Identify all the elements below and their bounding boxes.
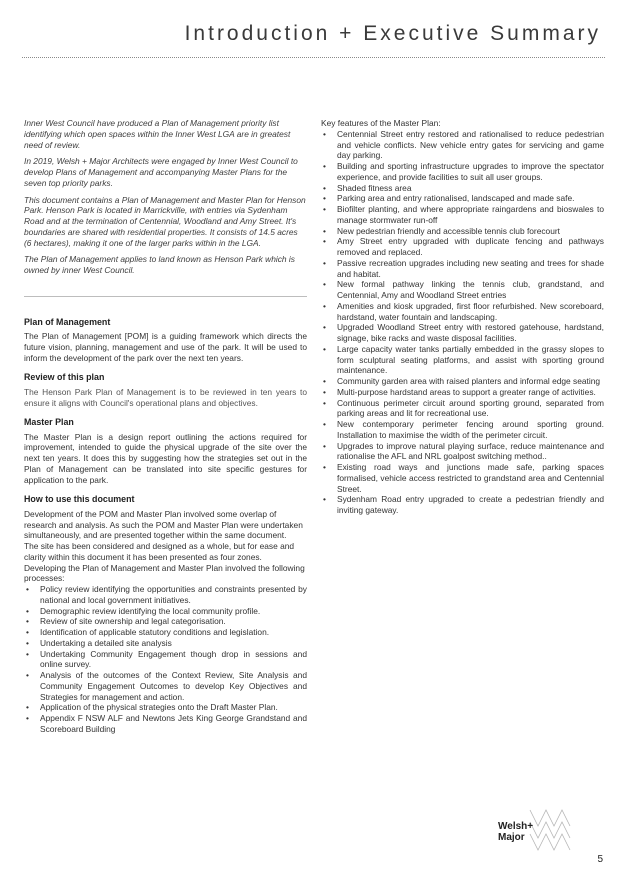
list-item: • New formal pathway linking the tennis club, grandstand, and Centennial, Amy and Woodland Street entries (321, 279, 604, 301)
list-item: • Identification of applicable statutory conditions and legislation. (24, 627, 307, 638)
list-item: • Appendix F NSW ALF and Newtons Jets King George Grandstand and Scoreboard Building (24, 713, 307, 735)
intro-paragraph: In 2019, Welsh + Major Architects were engaged by Inner West Council to develop Plans of Management and accompanying Master Plans for the seven top priority parks. (24, 156, 298, 188)
list-item: • New pedestrian friendly and accessible tennis club forecourt (321, 226, 604, 237)
key-features-heading: Key features of the Master Plan: (321, 118, 441, 128)
process-list (24, 584, 307, 735)
page-number: 5 (597, 854, 603, 865)
right-column (321, 118, 604, 516)
list-item: • Undertaking a detailed site analysis (24, 638, 307, 649)
how-to-use-text: Development of the POM and Master Plan involved some overlap of research and analysis. As such the POM and Master Plan were undertaken simultaneously, and are presented together within the same document. (24, 508, 303, 541)
left-column (24, 118, 307, 735)
master-plan-heading: Master Plan (24, 417, 74, 428)
intro-paragraph: The Plan of Management applies to land known as Henson Park which is owned by inner West Council. (24, 254, 295, 275)
list-item: • Analysis of the outcomes of the Context Review, Site Analysis and Community Engagement Outcomes to develop Key Objectives and Strategies for management and action. (24, 670, 307, 702)
logo-mark-icon (528, 806, 574, 854)
logo-text (498, 822, 533, 843)
welsh-major-logo (498, 806, 572, 854)
list-item: • Biofilter planting, and where appropriate raingardens and bioswales to manage stormwater run-off (321, 204, 604, 226)
list-item: • Amy Street entry upgraded with duplicate fencing and pathways removed and replaced. (321, 236, 604, 258)
list-item: • Community garden area with raised planters and informal edge seating (321, 376, 604, 387)
how-to-use-heading: How to use this document (24, 494, 135, 505)
list-item: • Review of site ownership and legal categorisation. (24, 616, 307, 627)
key-features-list (321, 129, 604, 516)
list-item: • Shaded fitness area (321, 183, 604, 194)
page-title: Introduction + Executive Summary (184, 22, 601, 45)
list-item: • Upgrades to improve natural playing surface, reduce maintenance and rationalise the AFL and NRL goalpost switching method.. (321, 441, 604, 463)
list-item: • Existing road ways and junctions made safe, parking spaces formalised, vehicle access restricted to grandstand area and Centennial Street. (321, 462, 604, 494)
logo-line: Major (498, 831, 525, 843)
list-item: • Demographic review identifying the local community profile. (24, 606, 307, 617)
list-item: • New contemporary perimeter fencing around sporting ground. Installation to maximise the width of the perimeter circuit. (321, 419, 604, 441)
intro-block (24, 118, 307, 297)
list-item: • Large capacity water tanks partially embedded in the grassy slopes to form sculptural seating platforms, and assist with sporting ground maintenance. (321, 344, 604, 376)
list-item: • Upgraded Woodland Street entry with restored gatehouse, hardstand, signage, bike racks and waste disposal facilities. (321, 322, 604, 344)
list-item: • Policy review identifying the opportunities and constraints presented by national and local government initiatives. (24, 584, 307, 606)
list-item: • Undertaking Community Engagement though drop in sessions and online survey. (24, 649, 307, 671)
list-item: • Parking area and entry rationalised, landscaped and made safe. (321, 193, 604, 204)
how-to-use-text: The site has been considered and designed as a whole, but for ease and clarity within this document it has been presented as four zones. (24, 541, 295, 562)
list-item: • Multi-purpose hardstand areas to support a greater range of activities. (321, 387, 604, 398)
list-item: • Building and sporting infrastructure upgrades to improve the spectator experience, and provide facilities to suit all user groups. (321, 161, 604, 183)
review-text: The Henson Park Plan of Management is to be reviewed in ten years to ensure it aligns with Council's operational plans and objectives. (24, 386, 307, 408)
pom-text: The Plan of Management [POM] is a guiding framework which directs the future vision, planning, management and use of the park. It will be used to inform the development of the park over the next ten years. (24, 331, 307, 363)
list-item: • Application of the physical strategies onto the Draft Master Plan. (24, 702, 307, 713)
list-item: • Centennial Street entry restored and rationalised to reduce pedestrian and vehicle conflicts. New vehicle entry gates for servicing and game day parking. (321, 129, 604, 161)
intro-paragraph: This document contains a Plan of Management and Master Plan for Henson Park. Henson Park is located in Marrickville, with entries via Sydenham Road and at the termination of Centennial, Woodland and Amy Street. It's boundaries are shared with residential properties. It consists of 14.5 acres (6 hectares), making it one of the larger parks within in the LGA. (24, 194, 306, 248)
list-item: • Amenities and kiosk upgraded, first floor refurbished. New scoreboard, hardstand, water fountain and landscaping. (321, 301, 604, 323)
review-heading: Review of this plan (24, 372, 105, 383)
list-item: • Continuous perimeter circuit around sporting ground, separated from parking areas and lit for recreational use. (321, 398, 604, 420)
pom-heading: Plan of Management (24, 316, 111, 327)
intro-paragraph: Inner West Council have produced a Plan of Management priority list identifying which open spaces within the Inner West LGA are in greatest need of review. (24, 118, 291, 150)
logo-line: Welsh+ (498, 821, 534, 832)
list-item: • Sydenham Road entry upgraded to create a pedestrian friendly and inviting gateway. (321, 494, 604, 516)
header-divider (22, 57, 605, 58)
master-plan-text: The Master Plan is a design report outlining the actions required for improvement, intended to guide the physical upgrade of the site over the next ten years. It does this by suggesting how the strategies set out in the Plan of Management can be translated into site specific gestures for application to the park. (24, 431, 307, 485)
list-item: • Passive recreation upgrades including new seating and trees for shade and habitat. (321, 258, 604, 280)
how-to-use-text: Developing the Plan of Management and Master Plan involved the following processes: (24, 562, 305, 584)
